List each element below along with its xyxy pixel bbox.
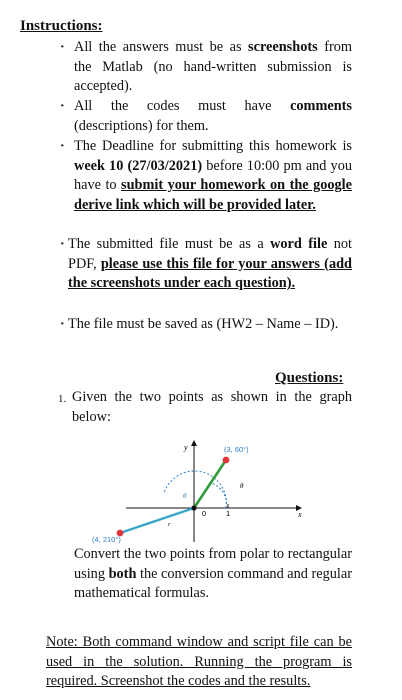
one-label: 1 [226,509,231,518]
theta-label-p1: θ [240,482,244,490]
instruction-bold: week 10 (27/03/2021) [74,157,203,174]
instruction-item-word-file [60,235,352,294]
instruction-item-comments [60,97,352,136]
x-axis-label: x [298,510,302,519]
question-number: 1. [58,393,67,405]
instruction-text: from the Matlab (no hand-written submission is accepted). [74,39,352,94]
point-1 [223,457,230,464]
y-axis-label: y [184,443,188,452]
bullet-dot: · [60,317,65,332]
instruction-underlined: please use this file for your answers (add the screenshots under each question). [68,255,352,291]
questions-heading: Questions: [275,370,344,386]
instruction-bold: comments [290,98,352,114]
instructions-heading: Instructions: [20,18,103,34]
segment-point-1 [194,460,226,508]
instruction-text: before 10:00 pm and you have to [74,157,352,193]
origin-label: 0 [202,509,207,518]
instruction-text: The submitted file must be as a [68,236,271,252]
question-1 [58,388,352,427]
bullet-dot: · [60,237,65,252]
theta-arc-p2 [164,471,226,508]
instruction-text: the conversion command and regular mathematical formulas. [74,565,352,601]
instruction-underlined: submit your homework on the google derive link which will be provided later. [74,177,352,213]
origin-point [191,505,196,510]
theta-arc-p1 [211,483,226,508]
bullet-dot: · [60,40,65,55]
instruction-text: not PDF, [68,236,352,272]
bullet-dot: · [60,99,65,114]
point-1-label: (3, 60°) [224,445,249,454]
instruction-bold: both [108,565,137,582]
instruction-text: All the codes must have [74,98,291,114]
instruction-item-deadline [60,137,352,215]
radius-label: r [168,521,171,528]
question-text: Given the two points as shown in the graph below: [72,389,352,425]
y-axis-arrow [191,440,197,446]
segment-point-2 [120,508,194,533]
bullet-dot: · [60,139,65,154]
instruction-text: All the answers must be as [74,39,249,55]
instruction-text: Convert the two points from polar to rectangular using [74,546,352,582]
instruction-item-filename [60,315,352,335]
instruction-text: The file must be saved as (HW2 – Name – ID). [68,316,339,332]
instruction-item-screenshots [60,38,352,97]
instruction-bold: word file [270,236,328,252]
theta-label-p2: θ [183,492,187,500]
question-1-instruction [74,545,352,604]
instruction-text: The Deadline for submitting this homework is [74,138,352,154]
point-2-label: (4, 210°) [92,535,121,544]
polar-points-graph [86,438,326,544]
note-text: Note: Both command window and script file can be used in the solution. Running the program is required. Screenshot the codes and the results. [46,634,352,689]
instruction-text: (descriptions) for them. [74,117,209,134]
instruction-bold: screenshots [248,39,318,55]
